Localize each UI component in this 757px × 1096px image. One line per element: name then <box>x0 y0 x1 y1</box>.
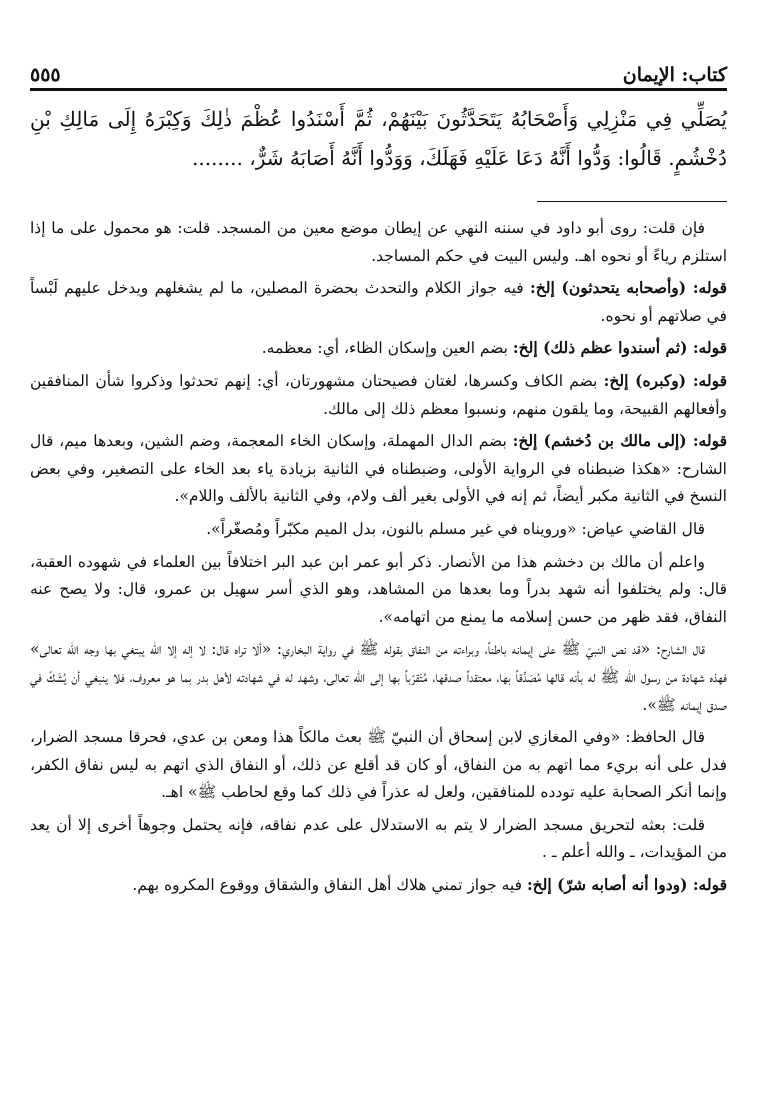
paragraph-text: فيه جواز تمني هلاك أهل النفاق والشقاق ووقوع المكروه بهم. <box>132 876 527 895</box>
paragraph-text: واعلم أن مالك بن دخشم هذا من الأنصار. ذكر أبو عمر ابن عبد البر اختلافاً بين العلماء في شهوده العقبة، قال: ولم يختلفوا أنه شهد بدراً وما بعدها من المشاهد، وهو الذي أسر سهيل بن عمرو، قال: ولا يصح عنه النفاق، فقد ظهر من حسن إسلامه ما يمنع من اتهامه». <box>30 552 727 626</box>
commentary-paragraph <box>30 427 727 511</box>
commentary-paragraph <box>30 548 727 632</box>
paragraph-text: قال الشارح: «قد نص النبيّ ﷺ على إيمانه باطناً، وبراءته من النفاق بقوله ﷺ في رواية البخاري: «ألا تراه قال: لا إله إلا الله يبتغي بها وجه الله تعالى» فهذه شهادة من رسول الله ﷺ له بأنه قالها مُصَدِّقاً بها، معتقداً صدقها، مُتَقرّباً بها إلى الله تعالى، وشهد له في شهادته لأهل بدر بما هو معروف، فلا ينبغي أن يُشَكّ في صدق إيمانه ﷺ». <box>30 640 727 714</box>
lemma: قوله: (إلى مالك بن دُخشم) إلخ: <box>512 431 727 451</box>
paragraph-text: فإن قلت: روى أبو داود في سننه النهي عن إيطان موضع معين من المسجد. قلت: هو محمول على ما إذا استلزم رياءً أو نحوه اهـ. وليس البيت في حكم المساجد. <box>30 219 727 265</box>
lemma: قوله: (ثم أسندوا عظم ذلك) إلخ: <box>512 338 727 358</box>
commentary-paragraph <box>30 214 727 270</box>
running-title: كتاب: الإيمان <box>622 64 727 86</box>
lemma: قوله: (وكبره) إلخ: <box>603 370 727 390</box>
commentary-paragraph <box>30 367 727 423</box>
paragraph-text: قلت: بعثه لتحريق مسجد الضرار لا يتم به الاستدلال على عدم نفاقه، فإنه يحتمل وجوهاً أخرى إلا أن يعد من المؤيدات، ـ والله أعلم ـ . <box>30 815 727 862</box>
commentary-paragraph <box>30 334 727 363</box>
lemma: قوله: (ودوا أنه أصابه شرّ) إلخ: <box>526 875 727 895</box>
commentary-paragraph <box>30 723 727 807</box>
commentary-paragraph <box>30 811 727 867</box>
page-number: ٥٥٥ <box>30 64 61 86</box>
commentary-paragraph <box>30 274 727 330</box>
hadith-text: يُصَلِّي فِي مَنْزِلِي وَأَصْحَابُهُ يَتَحَدَّثُونَ بَيْنَهُمْ، ثُمَّ أَسْنَدُوا عُظْمَ ذٰلِكَ وَكِبْرَهُ إِلَى مَالِكِ بْنِ دُخْشُمٍ. قَالُوا: وَدُّوا أَنَّهُ دَعَا عَلَيْهِ فَهَلَكَ، وَوَدُّوا أَنَّهُ أَصَابَهُ شَرٌّ، ........ <box>30 107 727 170</box>
commentary-paragraph <box>30 871 727 900</box>
commentary-paragraph <box>30 515 727 544</box>
paragraph-text: فيه جواز الكلام والتحدث بحضرة المصلين، ما لم يشغلهم ويدخل عليهم لَبْساً في صلاتهم أو نحوه. <box>30 279 727 325</box>
paragraph-text: قال الحافظ: «وفي المغازي لابن إسحاق أن النبيّ ﷺ بعث مالكاً هذا ومعن بن عدي، فحرقا مسجد الضرار، فدل على أنه بريء مما اتهم به من النفاق، أو كان قد أقلع عن ذلك، أو النفاق الذي اتهم به ليس نفاق الكفر، وإنما أنكر الصحابة عليه تودده للمنافقين، ولعل له عذراً في ذلك كما وقع لحاطب ﷺ» اهـ. <box>30 728 727 802</box>
header-rule <box>30 88 727 91</box>
page-header <box>30 58 727 86</box>
commentary-paragraph <box>30 635 727 719</box>
paragraph-text: بضم العين وإسكان الظاء، أي: معظمه. <box>261 339 513 358</box>
lemma: قوله: (وأصحابه يتحدثون) إلخ: <box>530 278 727 298</box>
paragraph-text: قال القاضي عياض: «ورويناه في غير مسلم بالنون، بدل الميم مكبّراً ومُصغّراً». <box>206 519 705 538</box>
paragraph-text: بضم الدال المهملة، وإسكان الخاء المعجمة، وضم الشين، وبعدها ميم، قال الشارح: «هكذا ضبطناه في الرواية الأولى، وضبطناه في الثانية بزيادة ياء بعد الخاء على التصغير، وفي بعض النسخ في الثانية مكبر أيضاً، ثم إنه في الأولى بغير ألف ولام، وفي الثانية بالألف واللام». <box>30 432 727 506</box>
footnote-divider <box>537 201 727 202</box>
commentary <box>30 214 727 904</box>
paragraph-text: بضم الكاف وكسرها، لغتان فصيحتان مشهورتان، أي: إنهم تحدثوا وذكروا شأن المنافقين وأفعالهم القبيحة، وما يلقون منهم، ونسبوا معظم ذلك إلى مالك. <box>30 371 727 418</box>
